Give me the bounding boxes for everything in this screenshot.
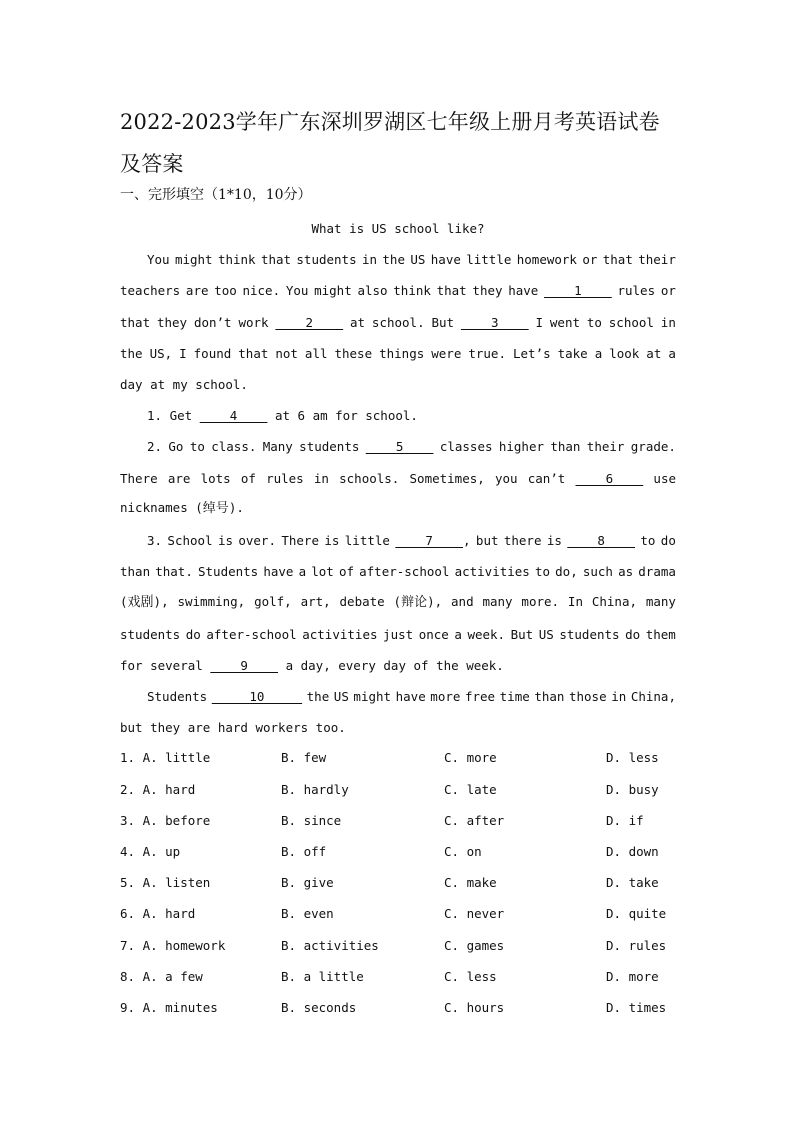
passage-word: at — [350, 315, 366, 330]
passage-word: and — [451, 594, 474, 609]
passage-word: not — [275, 346, 298, 361]
passage-word: School — [167, 533, 213, 548]
passage-word: Go — [168, 439, 184, 454]
passage-word: those — [568, 689, 607, 704]
passage-word: are — [167, 471, 191, 486]
passage-line — [120, 529, 676, 553]
passage-word: went — [549, 315, 580, 330]
option-choice: 8. A. a few — [120, 969, 203, 984]
passage-word: of — [240, 471, 256, 486]
passage-word — [461, 311, 529, 335]
passage-word: them — [645, 627, 676, 642]
passage-word: their — [586, 439, 625, 454]
passage-line — [120, 311, 676, 335]
passage-word: lots — [200, 471, 231, 486]
passage-word: little — [466, 252, 512, 267]
passage-line — [120, 685, 676, 709]
passage-word: In — [567, 594, 583, 609]
option-choice: C. more — [444, 750, 497, 765]
option-row — [120, 934, 676, 958]
document-title: 2022-2023学年广东深圳罗湖区七年级上册月考英语试卷及答案 — [120, 110, 660, 176]
option-choice: D. take — [606, 875, 659, 890]
passage-word: more. — [521, 594, 560, 609]
answer-blank: 8 — [567, 533, 636, 548]
passage-word: don’t — [193, 315, 232, 330]
passage-word: take — [557, 346, 588, 361]
option-choice: D. times — [606, 1000, 667, 1015]
passage-word: many — [645, 594, 676, 609]
passage-word: to — [534, 564, 551, 579]
passage-line — [120, 342, 676, 366]
passage-word: I — [535, 315, 544, 330]
passage-word: But — [431, 315, 455, 330]
passage-word: US — [333, 689, 349, 704]
answer-blank: 1 — [544, 283, 612, 298]
passage-word: drama — [638, 564, 676, 579]
option-choice: B. a little — [281, 969, 364, 984]
passage-word — [567, 529, 635, 553]
passage-line: nicknames (绰号). — [120, 500, 244, 516]
passage-word: to — [586, 315, 602, 330]
option-row — [120, 746, 676, 770]
option-choice: B. give — [281, 875, 334, 890]
passage-word: they — [156, 315, 188, 330]
passage-word: students — [559, 627, 620, 642]
passage-word: their — [638, 252, 676, 267]
passage-word: than — [120, 564, 151, 579]
passage-word: might — [174, 252, 213, 267]
option-choice: 7. A. homework — [120, 938, 226, 953]
passage-word: as — [618, 564, 634, 579]
passage-word: (辩论), — [393, 594, 443, 610]
passage-word: that — [436, 283, 467, 298]
answer-blank: 10 — [211, 689, 303, 704]
option-choice: C. hours — [444, 1000, 505, 1015]
passage-word: there — [503, 533, 542, 548]
passage-word: week. — [467, 627, 506, 642]
option-choice: 9. A. minutes — [120, 1000, 218, 1015]
passage-word: too — [214, 283, 237, 298]
passage-line — [120, 467, 676, 491]
passage-word: look — [609, 346, 640, 361]
passage-word: in — [313, 471, 329, 486]
answer-blank: 6 — [575, 471, 644, 486]
option-choice: B. since — [281, 813, 342, 828]
passage-line — [120, 248, 676, 272]
passage-word: have — [430, 252, 461, 267]
passage-word — [212, 685, 302, 709]
passage-word: a — [298, 564, 307, 579]
passage-word: might — [314, 283, 352, 298]
option-choice: D. quite — [606, 906, 667, 921]
option-row — [120, 965, 676, 989]
passage-word: have — [508, 283, 539, 298]
passage-word: they — [472, 283, 503, 298]
option-choice: B. off — [281, 844, 327, 859]
option-choice: B. even — [281, 906, 334, 921]
option-choice: D. down — [606, 844, 659, 859]
option-choice: C. games — [444, 938, 505, 953]
passage-word: or — [582, 252, 598, 267]
passage-word: true. — [468, 346, 506, 361]
passage-word: a — [668, 346, 676, 361]
passage-word: There — [120, 471, 158, 486]
passage-word: than — [534, 689, 565, 704]
passage-word: use — [653, 471, 676, 486]
passage-word: more — [430, 689, 461, 704]
passage-word: lot — [311, 564, 334, 579]
option-choice: D. less — [606, 750, 659, 765]
passage-word: nice. — [242, 283, 281, 298]
passage-word: many — [482, 594, 513, 609]
passage-word: just — [383, 627, 414, 642]
option-choice: D. more — [606, 969, 659, 984]
option-choice: D. busy — [606, 782, 659, 797]
passage-line — [120, 590, 676, 614]
passage-word: that — [238, 346, 269, 361]
passage-word: US — [410, 252, 426, 267]
answer-blank: 3 — [460, 315, 529, 330]
passage-word: these — [334, 346, 373, 361]
passage-word: that — [260, 252, 292, 267]
passage-title: What is US school like? — [311, 221, 485, 236]
passage-word: you — [494, 471, 518, 486]
option-choice: C. late — [444, 782, 497, 797]
passage-word: teachers — [120, 283, 181, 298]
passage-word: higher — [498, 439, 544, 454]
passage-word: a — [594, 346, 603, 361]
passage-word: 2. — [147, 439, 163, 454]
passage-word: once — [418, 627, 449, 642]
passage-word: of — [338, 564, 354, 579]
passage-line: for several 9 a day, every day of the week. — [120, 654, 676, 678]
option-row — [120, 996, 676, 1020]
passage-word: homework — [516, 252, 577, 267]
passage-word: Students — [147, 689, 208, 704]
passage-word: can’t — [527, 471, 566, 486]
answer-blank: 4 — [199, 408, 268, 423]
passage-word: at — [646, 346, 662, 361]
passage-word: things — [379, 346, 425, 361]
option-choice: 1. A. little — [120, 750, 211, 765]
option-row — [120, 840, 676, 864]
passage-word: or — [660, 283, 676, 298]
passage-word: after-school — [206, 627, 297, 642]
passage-word: class. — [211, 439, 257, 454]
answer-blank: 9 — [210, 658, 279, 673]
passage-word: You — [285, 283, 309, 298]
passage-word: school. — [371, 315, 425, 330]
passage-word: found — [193, 346, 232, 361]
passage-word: (戏剧), — [120, 594, 169, 610]
passage-word: China, — [630, 689, 676, 704]
passage-line — [120, 435, 676, 459]
passage-word: little — [344, 533, 390, 548]
passage-word: 7 , — [395, 529, 470, 553]
passage-word: do — [625, 627, 641, 642]
passage-word: in — [361, 252, 378, 267]
option-row — [120, 809, 676, 833]
passage-word: think — [217, 252, 256, 267]
passage-word: time — [499, 689, 530, 704]
passage-word: rules — [266, 471, 304, 486]
passage-word: rules — [617, 283, 656, 298]
passage-word: schools. — [339, 471, 400, 486]
passage-line: 1. Get 4 at 6 am for school. — [120, 404, 676, 428]
option-row — [120, 778, 676, 802]
passage-word: do, — [555, 564, 578, 579]
answer-blank: 2 — [275, 315, 344, 330]
passage-word: do — [660, 533, 676, 548]
passage-word: also — [357, 283, 388, 298]
passage-word: US — [538, 627, 554, 642]
option-row — [120, 871, 676, 895]
passage-word: are — [185, 283, 209, 298]
passage-word: free — [464, 689, 496, 704]
passage-word: art, — [300, 594, 331, 609]
option-choice: 3. A. before — [120, 813, 211, 828]
passage-word: think — [393, 283, 431, 298]
passage-word: golf, — [254, 594, 292, 609]
passage-word: Let’s — [512, 346, 551, 361]
passage-word: to — [189, 439, 205, 454]
passage-word: but — [475, 533, 499, 548]
passage-word: US, — [149, 346, 173, 361]
passage-word — [544, 279, 612, 303]
passage-word: over. — [238, 533, 276, 548]
passage-word: 3. — [147, 533, 163, 548]
option-choice: 2. A. hard — [120, 782, 196, 797]
passage-word: There — [281, 533, 319, 548]
passage-word: that — [602, 252, 633, 267]
option-choice: B. seconds — [281, 1000, 357, 1015]
passage-word: the — [120, 346, 143, 361]
passage-word: in — [660, 315, 676, 330]
passage-word: might — [353, 689, 392, 704]
passage-word: is — [217, 533, 233, 548]
option-choice: C. on — [444, 844, 482, 859]
passage-word: But — [510, 627, 534, 642]
passage-word: the — [306, 689, 330, 704]
passage-line: day at my school. — [120, 377, 248, 392]
passage-line — [120, 560, 676, 584]
passage-word: after-school — [359, 564, 450, 579]
passage-word: I — [179, 346, 187, 361]
passage-word: work — [238, 315, 269, 330]
option-choice: B. few — [281, 750, 327, 765]
passage-word: activities — [454, 564, 530, 579]
passage-word: school — [608, 315, 654, 330]
passage-word: have — [263, 564, 294, 579]
passage-word: the — [382, 252, 405, 267]
option-choice: 6. A. hard — [120, 906, 196, 921]
answer-blank: 5 — [365, 439, 434, 454]
passage-word: debate — [339, 594, 385, 609]
passage-word: a — [454, 627, 462, 642]
passage-word: do — [185, 627, 201, 642]
option-choice: B. activities — [281, 938, 379, 953]
passage-line — [120, 623, 676, 647]
passage-word: such — [582, 564, 613, 579]
passage-word: were — [431, 346, 462, 361]
option-choice: D. if — [606, 813, 644, 828]
passage-word: in — [611, 689, 627, 704]
option-choice: C. never — [444, 906, 505, 921]
passage-word: Students — [198, 564, 259, 579]
passage-word: students — [299, 439, 360, 454]
passage-word — [576, 467, 644, 491]
option-choice: D. rules — [606, 938, 667, 953]
passage-line — [120, 279, 676, 303]
passage-word — [366, 435, 434, 459]
passage-word: Sometimes, — [409, 471, 485, 486]
passage-word: swimming, — [177, 594, 246, 609]
passage-word: all — [304, 346, 328, 361]
option-choice: 4. A. up — [120, 844, 181, 859]
option-choice: C. after — [444, 813, 505, 828]
passage-word: that. — [155, 564, 193, 579]
passage-word: have — [395, 689, 426, 704]
passage-word: to — [640, 533, 656, 548]
section-heading: 一、完形填空（1*10，10分） — [120, 187, 312, 203]
passage-word: grade. — [630, 439, 676, 454]
option-choice: C. make — [444, 875, 497, 890]
passage-word: activities — [302, 627, 378, 642]
answer-blank: 7 — [395, 533, 464, 548]
option-choice: B. hardly — [281, 782, 349, 797]
passage-word: students — [296, 252, 357, 267]
passage-word — [275, 311, 343, 335]
passage-line: but they are hard workers too. — [120, 720, 346, 735]
option-choice: 5. A. listen — [120, 875, 211, 890]
passage-word: that — [120, 315, 151, 330]
option-choice: C. less — [444, 969, 497, 984]
passage-word: Many — [262, 439, 293, 454]
passage-word: China, — [591, 594, 637, 609]
passage-word: is — [324, 533, 340, 548]
passage-word: students — [120, 627, 181, 642]
passage-word: classes — [439, 439, 493, 454]
passage-word: is — [546, 533, 562, 548]
passage-word: You — [147, 252, 170, 267]
passage-word: than — [550, 439, 581, 454]
option-row — [120, 902, 676, 926]
